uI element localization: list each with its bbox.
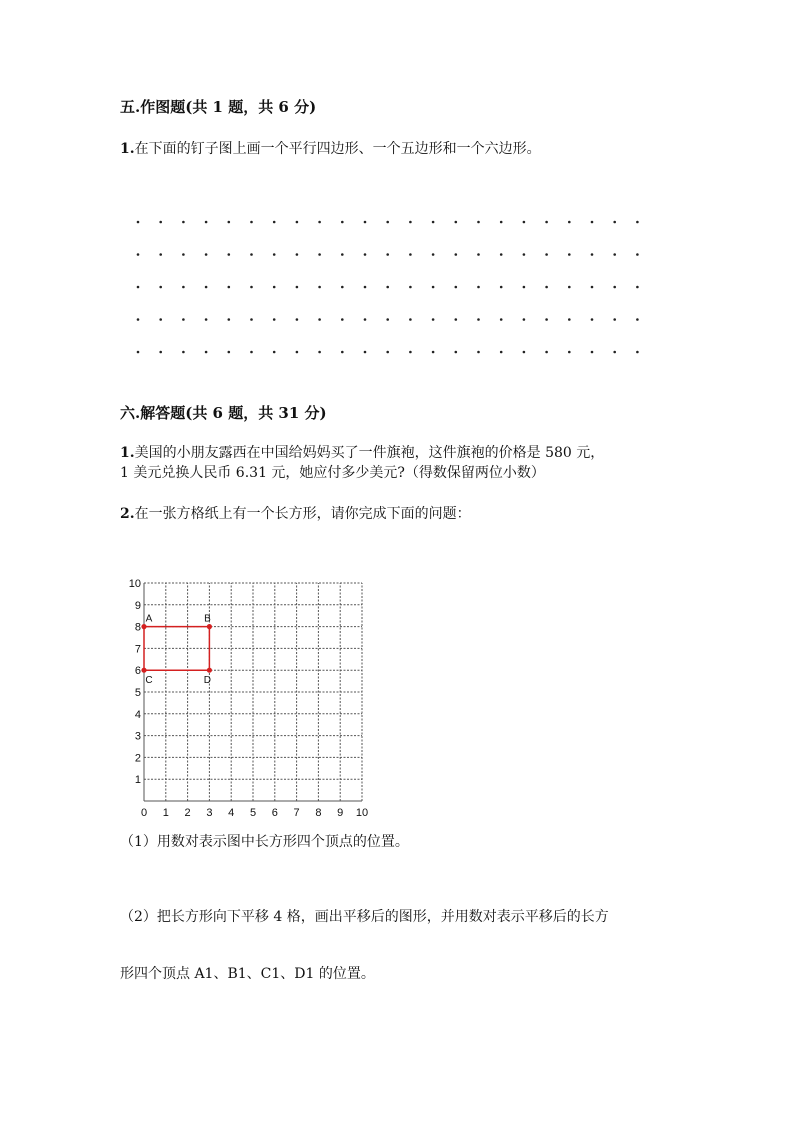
question-text: 在下面的钉子图上画一个平行四边形、一个五边形和一个六边形。 (134, 141, 541, 157)
vertex-point-c (141, 668, 146, 673)
nail-dot (228, 253, 231, 256)
nail-dot (591, 253, 594, 256)
nail-dot (568, 286, 571, 289)
x-tick-label: 5 (249, 807, 257, 819)
nail-dot (341, 351, 344, 354)
nail-dot (613, 253, 616, 256)
nail-dot (477, 351, 480, 354)
nail-dot (409, 253, 412, 256)
question-text: 美国的小朋友露西在中国给妈妈买了一件旗袍，这件旗袍的价格是 580 元， (134, 445, 605, 461)
nail-dot (568, 221, 571, 224)
nail-dot (364, 253, 367, 256)
nail-dot (523, 351, 526, 354)
nail-dot (545, 286, 548, 289)
nail-dot (591, 221, 594, 224)
section5-question-1 (120, 138, 541, 158)
nail-dot (364, 286, 367, 289)
nail-dot (523, 253, 526, 256)
nail-dot (455, 318, 458, 321)
nail-dot (477, 318, 480, 321)
nail-dot (432, 351, 435, 354)
nail-dot (182, 318, 185, 321)
y-tick-label: 3 (134, 730, 141, 743)
nail-dot (500, 253, 503, 256)
nail-dot (273, 253, 276, 256)
sub-question-2-line1: （2）把长方形向下平移 4 格，画出平移后的图形，并用数对表示平移后的长方 (120, 909, 609, 925)
nail-dot (432, 253, 435, 256)
nail-dot (159, 253, 162, 256)
nail-dot (432, 318, 435, 321)
x-tick-label: 9 (337, 807, 344, 819)
nail-dot (318, 351, 321, 354)
nail-dot (386, 253, 389, 256)
nail-dot (159, 221, 162, 224)
nail-dot (364, 351, 367, 354)
nail-dot (386, 351, 389, 354)
vertex-point-a (141, 624, 146, 629)
nail-dot (228, 318, 231, 321)
y-tick-label: 9 (134, 599, 141, 612)
nail-dot (205, 253, 208, 256)
nail-dot (341, 286, 344, 289)
x-tick-label: 2 (184, 807, 191, 819)
question-text: 在一张方格纸上有一个长方形，请你完成下面的问题： (134, 506, 471, 522)
nail-dot (205, 221, 208, 224)
nail-dot (318, 318, 321, 321)
nail-dot (500, 351, 503, 354)
vertex-label-a: A (145, 613, 153, 625)
nail-dot (523, 221, 526, 224)
nail-dot (137, 318, 140, 321)
coordinate-grid (120, 575, 380, 819)
question-number: 1. (120, 141, 135, 157)
nail-dot (250, 286, 253, 289)
nail-dot (273, 221, 276, 224)
question-number: 1. (120, 445, 135, 461)
nail-dot (182, 351, 185, 354)
nail-dot (182, 221, 185, 224)
nail-dot (591, 351, 594, 354)
nail-dot (500, 286, 503, 289)
section5-heading: 五.作图题(共 1 题，共 6 分) (120, 98, 317, 116)
sub-question-2-line2: 形四个顶点 A1、B1、C1、D1 的位置。 (120, 966, 375, 982)
x-tick-label: 10 (355, 807, 369, 819)
nail-dot (364, 318, 367, 321)
nail-dot (613, 286, 616, 289)
nail-dot (409, 286, 412, 289)
nail-dot (636, 286, 639, 289)
nail-dot (523, 286, 526, 289)
nail-dot (500, 221, 503, 224)
nail-dot (613, 318, 616, 321)
y-tick-label: 1 (134, 774, 141, 787)
nail-dot (250, 221, 253, 224)
nail-dot (250, 351, 253, 354)
nail-dot (296, 253, 299, 256)
section6-heading: 六.解答题(共 6 题，共 31 分) (120, 404, 327, 422)
x-tick-label: 4 (228, 807, 235, 819)
nail-dot (636, 253, 639, 256)
nail-dot (296, 286, 299, 289)
nail-dot (296, 351, 299, 354)
y-tick-label: 5 (134, 687, 141, 699)
nail-dot (318, 221, 321, 224)
nail-dot (341, 253, 344, 256)
nail-dot (500, 318, 503, 321)
x-tick-label: 8 (315, 807, 322, 819)
nail-dot (250, 253, 253, 256)
nail-dot (455, 253, 458, 256)
nail-dot (228, 351, 231, 354)
y-tick-label: 8 (134, 621, 141, 634)
nail-dot (432, 221, 435, 224)
y-tick-label: 10 (128, 578, 141, 590)
nail-dot (159, 318, 162, 321)
nail-dot (409, 351, 412, 354)
nail-dot (296, 318, 299, 321)
question-number: 2. (120, 506, 135, 522)
grid-lines (144, 583, 362, 801)
x-tick-label: 0 (140, 807, 148, 819)
x-tick-label: 1 (162, 807, 169, 819)
nail-dot (273, 286, 276, 289)
x-tick-label: 3 (206, 807, 213, 819)
vertex-label-b: B (204, 613, 211, 625)
nail-dot (477, 253, 480, 256)
nail-dot (205, 286, 208, 289)
nail-dot (568, 318, 571, 321)
nail-dot (137, 286, 140, 289)
vertex-point-b (207, 624, 212, 629)
nail-dot (545, 253, 548, 256)
nail-dot (636, 351, 639, 354)
nail-dot (182, 286, 185, 289)
nail-dot (273, 318, 276, 321)
nail-dot (477, 221, 480, 224)
nail-dot (364, 221, 367, 224)
nail-board (128, 212, 668, 362)
section6-question-1-line2: 1 美元兑换人民币 6.31 元，她应付多少美元?（得数保留两位小数） (120, 465, 545, 481)
nail-dot (341, 221, 344, 224)
x-tick-label: 7 (293, 807, 300, 819)
vertex-label-d: D (203, 675, 212, 687)
nail-dot (159, 286, 162, 289)
nail-dot (386, 286, 389, 289)
nail-dot (318, 253, 321, 256)
nail-dot (228, 286, 231, 289)
nail-dot (455, 221, 458, 224)
nail-dot (545, 221, 548, 224)
nail-dot (137, 351, 140, 354)
vertex-label-c: C (145, 675, 153, 687)
y-tick-label: 7 (134, 643, 141, 656)
nail-dot (182, 253, 185, 256)
nail-dot (250, 318, 253, 321)
y-tick-label: 4 (134, 708, 141, 721)
nail-dot (341, 318, 344, 321)
nail-dot (613, 221, 616, 224)
nail-dot (318, 286, 321, 289)
y-tick-label: 6 (134, 665, 141, 678)
nail-dot (386, 221, 389, 224)
section6-question-2 (120, 503, 471, 523)
nail-dot (205, 351, 208, 354)
nail-dot (636, 221, 639, 224)
x-tick-label: 6 (271, 807, 278, 819)
nail-dot (432, 286, 435, 289)
nail-dot (545, 318, 548, 321)
nail-dot (137, 221, 140, 224)
nail-dot (386, 318, 389, 321)
nail-dot (159, 351, 162, 354)
y-tick-label: 2 (134, 752, 141, 765)
nail-dot (455, 351, 458, 354)
nail-dot (409, 221, 412, 224)
nail-dot (636, 318, 639, 321)
nail-dot (137, 253, 140, 256)
nail-dot (205, 318, 208, 321)
section6-question-1-line1 (120, 442, 604, 462)
nail-dot (296, 221, 299, 224)
nail-dot (273, 351, 276, 354)
nail-dot (613, 351, 616, 354)
nail-dot (477, 286, 480, 289)
nail-dot (568, 253, 571, 256)
nail-dot (591, 318, 594, 321)
nail-dot (591, 286, 594, 289)
nail-dot (409, 318, 412, 321)
nail-dot (568, 351, 571, 354)
nail-dot (545, 351, 548, 354)
nail-dot (523, 318, 526, 321)
nail-dot (455, 286, 458, 289)
nail-dot (228, 221, 231, 224)
sub-question-1: （1）用数对表示图中长方形四个顶点的位置。 (120, 834, 409, 850)
vertex-point-d (207, 668, 212, 673)
